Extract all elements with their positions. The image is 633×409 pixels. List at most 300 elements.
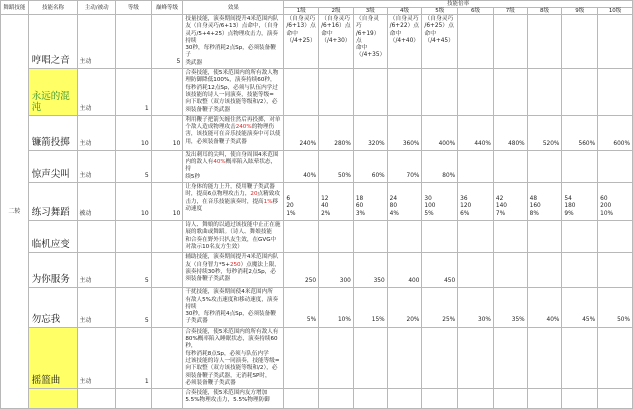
level-value: [284, 115, 319, 150]
effect-line: 有敌人5%攻击速度和移动速度，演奏持续: [185, 296, 279, 310]
effect-line: 须装备鞭子类武器: [185, 106, 231, 113]
value-line: 4%: [389, 210, 399, 217]
skill-type: 被动: [78, 183, 116, 221]
level-value: [319, 150, 354, 182]
value-line: /6+19）点: [355, 30, 380, 44]
level-value: [353, 115, 387, 150]
level-value: [458, 15, 494, 69]
effect-line: 对敌示10名友方生效）: [185, 243, 243, 250]
level-value: [598, 253, 633, 288]
table-row: [1, 221, 633, 253]
level-value: [422, 115, 458, 150]
skill-max-level: [151, 253, 183, 288]
value-line: （自身灵巧: [321, 16, 351, 22]
level-value: [458, 221, 494, 253]
skill-effect: [183, 115, 284, 150]
value-line: 12: [321, 196, 329, 203]
effect-line: 向下取整（双方该技能等级和/2），必: [185, 365, 278, 372]
level-value: [562, 69, 598, 116]
value-line: 15%: [371, 317, 385, 324]
header-level-2: 2级: [319, 8, 354, 15]
value-line: 60: [600, 196, 608, 203]
value-line: 100: [424, 203, 436, 210]
effect-line: 30秒，每秒消耗2点Sp，必须装备鞭子: [185, 45, 276, 59]
value-line: 24: [389, 196, 398, 203]
level-value: [387, 389, 422, 409]
skill-type: 主动: [78, 327, 116, 388]
skill-name: 哼唱之音: [28, 15, 78, 69]
value-line: 80: [389, 203, 398, 210]
header-level-9: 9级: [562, 8, 598, 15]
value-line: 命中: [355, 45, 368, 52]
level-value: [387, 150, 422, 182]
level-value: [422, 327, 458, 388]
effect-line: 个敌人造成物理攻击240%的物理伤: [185, 124, 275, 131]
value-line: 240%: [299, 140, 317, 147]
level-value: [562, 15, 598, 69]
skill-type: [78, 221, 116, 253]
level-value: [353, 221, 387, 253]
header-effect: 效果: [183, 1, 284, 15]
level-value: [284, 288, 319, 327]
level-value: [387, 253, 422, 288]
skill-max-level: [151, 389, 183, 409]
effect-line: 须装备鞭子类武器，无消耗SP时，: [185, 372, 271, 379]
value-line: （/4+40）: [389, 37, 420, 44]
skill-level: [116, 389, 152, 409]
effect-line: 须装备鞭子类武器: [185, 276, 231, 283]
skill-max-level: [151, 327, 183, 388]
value-line: （/4+35）: [355, 52, 386, 59]
effect-line: 技量技能，演奏期间提升4米范围内队: [185, 16, 279, 22]
value-line: 20: [286, 203, 294, 210]
effect-line: 合奏技能，使5米范围内友方增加: [185, 390, 268, 397]
effect-line: 让身体的能力上升，使用鞭子类武器: [185, 184, 275, 191]
skill-name: 为你服务: [28, 253, 78, 288]
skill-level: 5: [116, 253, 152, 288]
header-level: 等级: [116, 1, 152, 15]
table-row: [1, 69, 633, 116]
skill-level: [116, 15, 152, 69]
level-value: [353, 253, 387, 288]
skill-max-level: 10: [151, 183, 183, 221]
value-line: 3%: [355, 210, 366, 217]
table-row: [1, 327, 633, 388]
level-value: [598, 150, 633, 182]
skill-max-level: [151, 221, 183, 253]
header-row: [1, 1, 633, 8]
skill-name: 永远的混沌: [28, 69, 78, 116]
level-value: [284, 69, 319, 116]
skill-level: 5: [116, 288, 152, 327]
level-value: [353, 183, 387, 221]
level-value: [387, 327, 422, 388]
level-value: [527, 183, 562, 221]
value-line: 120: [460, 203, 472, 210]
effect-line: 灵巧/5+4+25）点物理攻击力，演奏持续: [185, 30, 278, 44]
value-line: 18: [355, 196, 364, 203]
level-value: [422, 69, 458, 116]
level-value: [493, 15, 527, 69]
header-maxlv: 巅峰等级: [151, 1, 183, 15]
effect-line: 子类武器: [185, 318, 208, 325]
skill-level: 1: [116, 327, 152, 388]
effect-line: 每秒消耗8点Sp，必须与队伍内学: [185, 350, 269, 357]
value-line: 200: [600, 203, 612, 210]
value-line: 48: [529, 196, 538, 203]
value-line: /6+25）点: [424, 23, 454, 30]
value-line: 480%: [508, 140, 525, 147]
value-line: 80%: [442, 172, 456, 179]
level-value: [562, 183, 598, 221]
effect-line: 辅助技能，演奏期间提升4米范围内队: [185, 254, 279, 261]
value-line: 10%: [600, 210, 614, 217]
level-value: [493, 327, 527, 388]
effect-line: 5.5%物理攻击力，5.5%物理防御: [185, 397, 270, 404]
effect-line: 利用鞭子把箭矢缠住然后再投掷，对单: [185, 116, 281, 123]
effect-line: 30秒，每秒消耗4点Sp，必须装备鞭: [185, 311, 276, 318]
level-value: [493, 183, 527, 221]
value-line: 命中: [321, 30, 333, 37]
skill-effect: [183, 183, 284, 221]
value-line: 30: [424, 196, 432, 203]
level-value: [422, 253, 458, 288]
level-value: [598, 221, 633, 253]
value-line: /6+16）点: [321, 23, 351, 30]
level-value: [422, 15, 458, 69]
level-value: [458, 253, 494, 288]
skill-level: 1: [116, 69, 152, 116]
skill-name: [28, 389, 78, 409]
value-line: （自身灵巧: [286, 16, 316, 22]
level-value: [562, 327, 598, 388]
skill-type: 主动: [78, 253, 116, 288]
skill-effect: [183, 150, 284, 182]
skill-effect: [183, 389, 284, 409]
level-value: [562, 389, 598, 409]
value-line: 7%: [495, 210, 506, 217]
level-value: [319, 115, 354, 150]
level-value: [493, 115, 527, 150]
value-line: 360%: [402, 140, 420, 147]
value-line: 560%: [578, 140, 596, 147]
value-line: 60%: [371, 172, 385, 179]
table-row: [1, 15, 633, 69]
level-value: [598, 69, 633, 116]
skill-name: 惊声尖叫: [28, 150, 78, 182]
table-row: [1, 389, 633, 409]
skill-type: 主动: [78, 69, 116, 116]
value-line: 42: [495, 196, 504, 203]
value-line: 140: [495, 203, 507, 210]
level-value: [387, 183, 422, 221]
value-line: 命中: [286, 30, 298, 37]
header-level-10: 10级: [598, 8, 633, 15]
skill-name: 临机应变: [28, 221, 78, 253]
value-line: 5%: [306, 317, 317, 324]
level-value: [422, 150, 458, 182]
level-value: [284, 253, 319, 288]
level-value: [527, 69, 562, 116]
level-value: [353, 150, 387, 182]
skill-max-level: 10: [151, 115, 183, 150]
effect-line: 类武器: [185, 59, 203, 66]
skill-max-level: 5: [151, 15, 183, 69]
value-line: 8%: [529, 210, 539, 217]
level-value: [422, 288, 458, 327]
effect-line: 时，提高6点物理攻击力，20点精致攻: [185, 191, 280, 198]
level-value: [458, 150, 494, 182]
skill-effect: [183, 327, 284, 388]
level-value: [284, 183, 319, 221]
value-line: 440%: [474, 140, 491, 147]
effect-line: 诗人、舞娘的以通过该技能中止正在施: [185, 222, 281, 229]
effect-line: 内的敌人有40%概率陷入眩晕状态，持: [185, 159, 277, 173]
level-value: [458, 183, 494, 221]
level-value: [493, 150, 527, 182]
skill-level: 5: [116, 150, 152, 182]
table-row: [1, 183, 633, 221]
level-value: [458, 115, 494, 150]
value-line: 40: [321, 203, 329, 210]
value-line: （自身灵巧: [424, 16, 454, 22]
effect-line: 过该技能的诗人一同演奏，技能等级=: [185, 357, 280, 364]
value-line: 400: [408, 277, 420, 284]
effect-line: 用，必须装备鞭子类武器: [185, 138, 247, 145]
value-line: 命中: [424, 30, 437, 37]
value-line: 300: [339, 277, 351, 284]
level-value: [319, 389, 354, 409]
value-line: 160: [529, 203, 541, 210]
level-value: [458, 327, 494, 388]
effect-line: 向下取整（双方该技能等级和/2），必: [185, 99, 278, 106]
value-line: /6+22）点: [389, 23, 420, 30]
effect-line: 该技能的诗人一同演奏，技能等级=: [185, 91, 274, 98]
skill-name: 摇篮曲: [28, 327, 78, 388]
level-value: [319, 221, 354, 253]
level-value: [493, 221, 527, 253]
value-line: （自身灵巧: [389, 16, 419, 22]
header-level-3: 3级: [353, 8, 387, 15]
value-line: 60: [355, 203, 364, 210]
level-value: [527, 327, 562, 388]
value-line: 1%: [286, 210, 296, 217]
header-level-5: 5级: [422, 8, 458, 15]
value-line: 400%: [438, 140, 456, 147]
header-tree: 舞蹈技能: [1, 1, 29, 15]
level-value: [562, 253, 598, 288]
value-line: 9%: [564, 210, 574, 217]
value-line: 45%: [582, 317, 596, 324]
skill-name: 镰箭投掷: [28, 115, 78, 150]
level-value: [284, 15, 319, 69]
skill-type: [78, 389, 116, 409]
effect-line: 理防御降低100%，演奏持续60秒，: [185, 77, 276, 84]
value-line: 2%: [321, 210, 331, 217]
table-row: [1, 115, 633, 150]
effect-line: 和合奏在野外只扒友生效，在GVG中: [185, 236, 277, 243]
value-line: /6+13）点: [286, 23, 316, 30]
level-value: [458, 389, 494, 409]
level-value: [319, 183, 354, 221]
skill-type: 主动: [78, 15, 116, 69]
level-value: [387, 15, 422, 69]
level-value: [527, 389, 562, 409]
table-row: [1, 150, 633, 182]
skill-effect: [183, 221, 284, 253]
level-value: [284, 150, 319, 182]
skill-effect: [183, 15, 284, 69]
value-line: 350: [373, 277, 385, 284]
header-level-6: 6级: [458, 8, 494, 15]
level-value: [598, 15, 633, 69]
level-value: [353, 327, 387, 388]
value-line: （/4+30）: [321, 37, 351, 44]
level-value: [387, 69, 422, 116]
header-level-8: 8级: [527, 8, 562, 15]
value-line: 54: [564, 196, 572, 203]
skill-effect: [183, 69, 284, 116]
value-line: 50%: [617, 317, 630, 324]
effect-line: 动速度: [185, 205, 203, 212]
level-value: [493, 288, 527, 327]
level-value: [387, 115, 422, 150]
level-value: [493, 69, 527, 116]
level-value: [319, 327, 354, 388]
value-line: 6%: [460, 210, 470, 217]
level-value: [387, 288, 422, 327]
value-line: （/4+25）: [286, 37, 316, 44]
value-line: 40%: [546, 317, 560, 324]
level-value: [493, 389, 527, 409]
level-value: [284, 221, 319, 253]
effect-line: 每秒消耗12点Sp，必须与队伍内学过: [185, 84, 278, 91]
value-line: 250: [305, 277, 317, 284]
level-value: [422, 389, 458, 409]
effect-line: 发出刺耳的尖叫，使自身周围4米范围: [185, 151, 279, 158]
effect-line: 演奏持续30秒，每秒消耗2点Sp，必: [185, 268, 276, 275]
level-value: [493, 253, 527, 288]
skill-type: 主动: [78, 115, 116, 150]
effect-line: 友（自身智力*5+250）点魔法上限，: [185, 261, 280, 268]
level-value: [458, 288, 494, 327]
level-value: [562, 221, 598, 253]
header-name: 技能名称: [28, 1, 78, 15]
skill-level: [116, 221, 152, 253]
level-value: [598, 183, 633, 221]
level-value: [422, 221, 458, 253]
skill-max-level: [151, 288, 183, 327]
value-line: （自身灵巧: [355, 16, 380, 30]
value-line: 70%: [406, 172, 420, 179]
value-line: 36: [460, 196, 468, 203]
skill-effect: [183, 288, 284, 327]
table-row: [1, 288, 633, 327]
skill-level: 10: [116, 183, 152, 221]
level-value: [527, 253, 562, 288]
level-value: [353, 69, 387, 116]
level-value: [598, 288, 633, 327]
value-line: 10%: [337, 317, 351, 324]
value-line: （/4+45）: [424, 37, 454, 44]
skill-type: 主动: [78, 288, 116, 327]
level-value: [319, 69, 354, 116]
level-value: [527, 150, 562, 182]
skill-max-level: [151, 150, 183, 182]
level-value: [527, 288, 562, 327]
skill-max-level: [151, 69, 183, 116]
effect-line: 干扰技能，演奏期间使4米范围内所: [185, 289, 273, 296]
level-value: [353, 288, 387, 327]
value-line: 180: [564, 203, 576, 210]
header-type: 主动/被动: [78, 1, 116, 15]
level-value: [319, 253, 354, 288]
value-line: 50%: [337, 172, 351, 179]
value-line: 600%: [613, 140, 630, 147]
value-line: 35%: [511, 317, 525, 324]
effect-line: 害，该技能可在音乐技能演奏中可以使: [185, 131, 281, 138]
effect-line: 80%概率陷入睡眠状态，演奏持续60秒，: [185, 336, 278, 350]
skill-type: 主动: [78, 150, 116, 182]
level-value: [319, 288, 354, 327]
level-value: [387, 221, 422, 253]
level-value: [562, 150, 598, 182]
effect-line: 友（自身灵巧/6+13）点命中，（自身: [185, 23, 279, 30]
effect-line: 合奏技能，使5米范围内的所有敌人物: [185, 70, 279, 77]
value-line: 20%: [406, 317, 420, 324]
value-line: 命中: [389, 30, 402, 37]
value-line: 25%: [442, 317, 456, 324]
level-value: [562, 115, 598, 150]
effect-line: 续5秒: [185, 173, 201, 180]
value-line: 40%: [303, 172, 317, 179]
level-value: [422, 183, 458, 221]
level-value: [598, 389, 633, 409]
level-value: [527, 15, 562, 69]
value-line: 30%: [478, 317, 491, 324]
skill-name: 练习舞蹈: [28, 183, 78, 221]
value-line: 520%: [542, 140, 560, 147]
value-line: 6: [286, 196, 291, 203]
effect-line: 合奏技能，使5米范围内的所有敌人有: [185, 328, 279, 335]
level-value: [527, 115, 562, 150]
effect-line: 击力，在音乐技能演奏时，提高1%移: [185, 198, 279, 205]
header-level-1: 1级: [284, 8, 319, 15]
level-value: [598, 327, 633, 388]
header-level-4: 4级: [387, 8, 422, 15]
value-line: 450: [444, 277, 456, 284]
skill-tree-label: 二转: [1, 15, 29, 409]
level-value: [284, 327, 319, 388]
level-value: [598, 115, 633, 150]
level-value: [353, 389, 387, 409]
level-value: [284, 389, 319, 409]
skill-name: 勿忘我: [28, 288, 78, 327]
level-value: [353, 15, 387, 69]
value-line: 5%: [424, 210, 434, 217]
effect-line: 必须装备鞭子类武器: [185, 379, 236, 386]
effect-line: 展的歌曲或舞蹈。（诗人、舞娘技能: [185, 229, 273, 236]
value-line: 280%: [334, 140, 351, 147]
table-row: [1, 253, 633, 288]
header-multiplier: 技能倍率: [284, 1, 633, 8]
level-value: [527, 221, 562, 253]
level-value: [562, 288, 598, 327]
skill-level: 10: [116, 115, 152, 150]
level-value: [319, 15, 354, 69]
header-level-7: 7级: [493, 8, 527, 15]
level-value: [458, 69, 494, 116]
